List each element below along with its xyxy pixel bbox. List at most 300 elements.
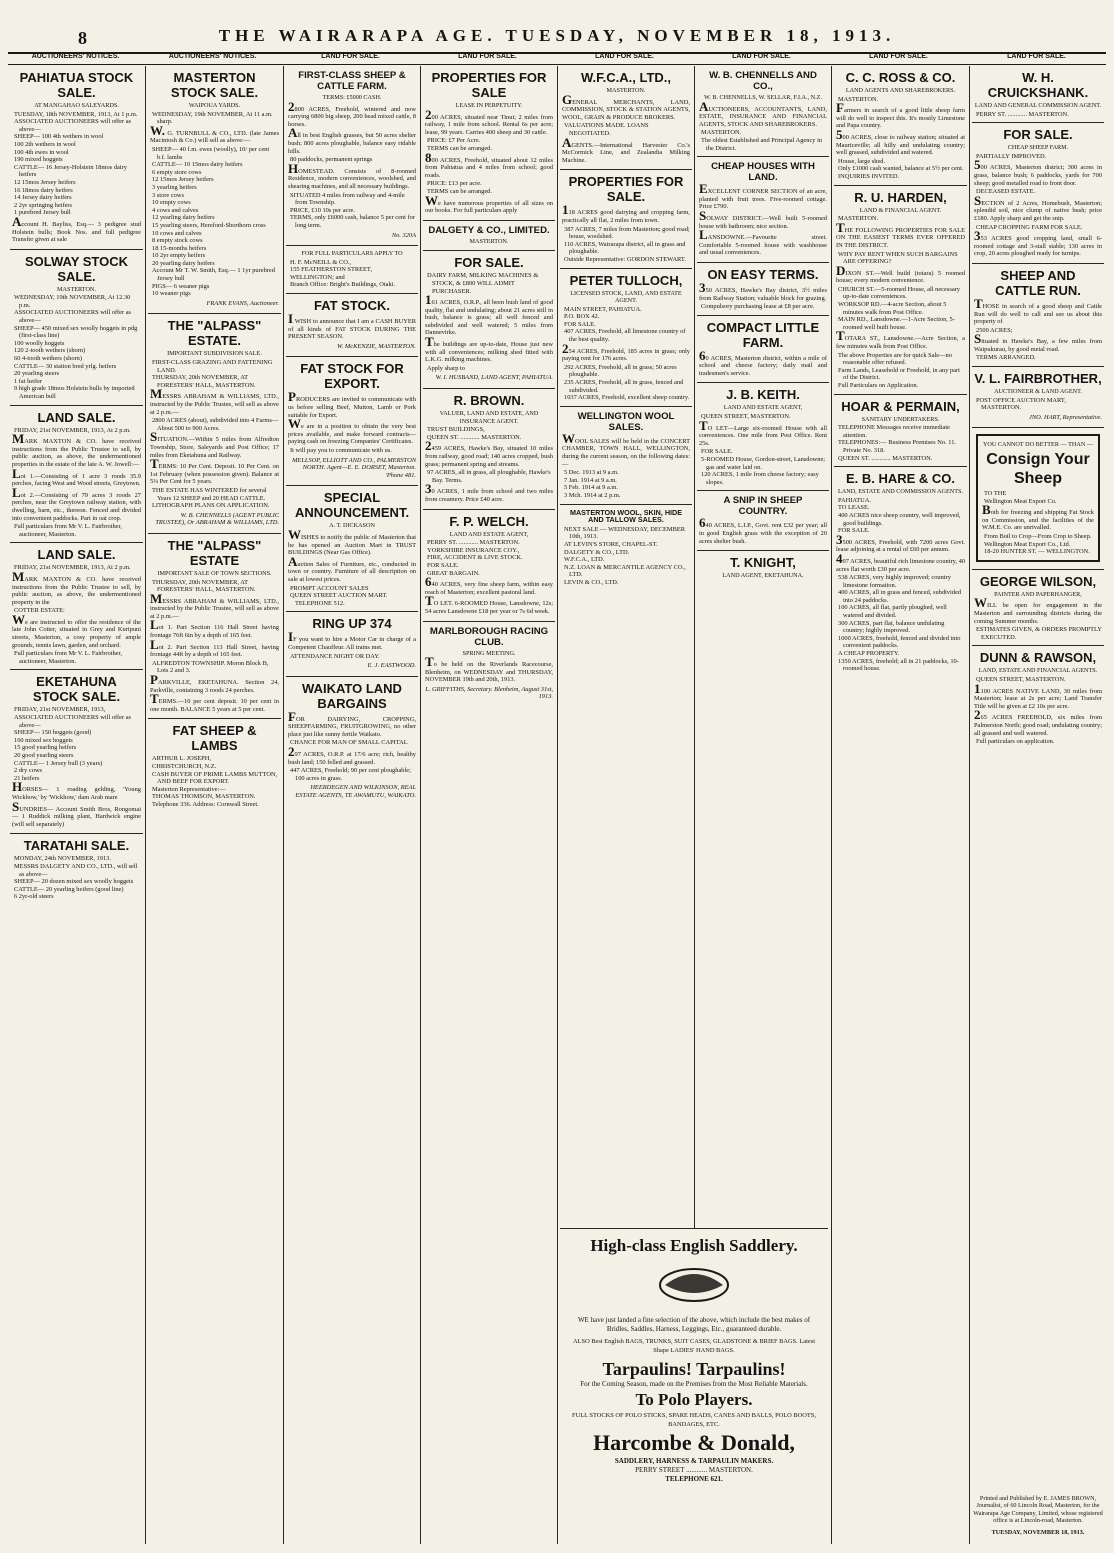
ad-line: 10 empty cows	[152, 199, 191, 207]
ad-line: MONDAY, 24th NOVEMBER, 1913.	[14, 855, 111, 863]
ad-line: 12 15mos Jersey heifers	[14, 178, 76, 186]
column-7	[834, 66, 967, 1544]
ad-line: The oldest Established and Principal Agency in the District.	[701, 136, 823, 152]
ad-line: CASH BUYER OF PRIME LAMBS MUTTON, AND BEEF FOR EXPORT.	[152, 770, 278, 786]
ad-line: LITHOGRAPH PLANS ON APPLICATION.	[152, 502, 270, 510]
ad-line: WEDNESDAY, 19th NOVEMBER, At 11 a.m. sharp.	[152, 110, 273, 126]
ad-line: 2800 ACRES (about), subdivided into 4 Farms—About 500 to 900 Acres.	[152, 417, 279, 432]
firm-address: PERRY STREET ............ MASTERTON.	[635, 1466, 753, 1474]
ad-line: 118 ACRES good dairying and cropping farm, practically all flat, 2 miles from town.	[562, 202, 690, 224]
ad-line: The above Properties are for quick Sale—no reasonable offer refused.	[838, 351, 952, 367]
saddlery-extra: ALSO Best English BAGS, TRUNKS, SUIT CASES, GLADSTONE & BRIEF BAGS. Latest Shape LADIES' HAND BAGS.	[573, 1338, 815, 1354]
ad-signoff: W. B. CHENNELLS (AGENT PUBLIC TRUSTEE), Or ABRAHAM & WILLIAMS, LTD.	[155, 511, 279, 527]
ad-heading: FAT SHEEP & LAMBS	[172, 723, 257, 754]
ad-line: 120 2-tooth wethers (shorn)	[14, 347, 86, 355]
ad-line: YORKSHIRE INSURANCE COY.,	[427, 546, 520, 554]
advertisement	[286, 612, 418, 676]
section-head: LAND FOR SALE.	[595, 53, 654, 60]
ad-line: House, large shed.	[838, 157, 886, 165]
ad-line: Situated in Hawke's Bay, a few miles from Waipukurau, by good metal road.	[974, 331, 1102, 353]
ad-line: MAIN STREET, PAHIATUA.	[564, 305, 642, 313]
firm-trade: SADDLERY, HARNESS & TARPAULIN MAKERS.	[614, 1457, 774, 1465]
ad-line: The buildings are up-to-date, House just new with all conveniences; milking shed fitted with L.K.G. milking machines.	[425, 334, 553, 364]
ad-line: It will pay you to communicate with us.	[290, 447, 392, 454]
ad-line: H. F. McNEILL & CO.,	[290, 258, 352, 266]
ad-line: CATTLE— 10 15mos dairy heifers	[152, 161, 243, 169]
tarpaulins-heading: Tarpaulins! Tarpaulins!	[602, 1359, 786, 1379]
ad-line: DALGETY & CO., LTD.	[564, 548, 630, 556]
ad-heading: DALGETY & CO., LIMITED.	[428, 224, 550, 236]
ad-line: PERRY ST. ............ MASTERTON.	[427, 539, 520, 547]
advertisement	[423, 622, 555, 708]
ad-line: SITUATED 4 miles from railway and 4-mile from Township.	[290, 191, 405, 207]
ad-heading: Consign Your Sheep	[986, 451, 1090, 488]
ad-line: 2 2yr springing heifers	[14, 201, 73, 209]
ad-line: To be held on the Riverlands Racecourse, Blenheim, on WEDNESDAY and THURSDAY, NOVEMBER 19th and 20th, 1913.	[425, 654, 553, 684]
ad-line: Lot 2. Part Section 113 Hall Street, having frontage 44ft by a depth of 165 feet.	[150, 636, 279, 659]
ad-line: PARTIALLY IMPROVED.	[976, 152, 1047, 160]
ad-line: 1350 ACRES, freehold; all in 21 paddocks, 10-roomed house.	[838, 657, 959, 673]
ad-line: HOMESTEAD. Consists of 8-roomed Residence, modern conveniences, woolshed, and shearing machines, and all necessary buildings.	[288, 160, 416, 190]
ad-line: LANSDOWNE.—Favourite street. Comfortable 5-roomed house with washhouse and usual conveniences.	[699, 227, 827, 257]
column-4	[423, 66, 555, 1544]
ad-line: CATTLE— 16 Jersey-Holstein 18mos dairy heifers	[14, 163, 127, 179]
ad-subheading: MASTERTON.	[57, 285, 96, 293]
ad-line: PAHIATUA.	[838, 496, 871, 504]
ad-line: TO LET. 6-ROOMED House, Lansdowne, 12s; 54 acres Lansdowne £18 per year or 7s 6d week.	[425, 593, 553, 615]
ad-heading: W. H. CRUICKSHANK.	[987, 70, 1089, 100]
ad-line: Account Mr T. W. Smith, Esq.— 1 1yr purebred Jersey bull	[152, 267, 275, 283]
ad-line: Full Particulars on Application.	[838, 382, 919, 389]
ad-line: THOMAS THOMSON, MASTERTON.	[152, 793, 256, 801]
ad-line: FOR SALE.	[838, 527, 870, 535]
ad-line: Wellington Meat Export Co.	[984, 497, 1057, 505]
advertisement	[286, 486, 418, 612]
ad-line: 6 2yr-old steers	[14, 893, 54, 901]
ad-line: 100 2th wethers in wool	[14, 140, 76, 148]
ad-line: THE FOLLOWING PROPERTIES FOR SALE ON THE EASIEST TERMS EVER OFFERED IN THE DISTRICT.	[836, 219, 965, 249]
advertisement	[423, 221, 555, 252]
ad-line: QUEEN STREET, MASTERTON.	[976, 675, 1066, 683]
ad-line: ESTIMATES GIVEN, & ORDERS PROMPTLY EXECUTED.	[976, 626, 1102, 641]
ad-line: QUEEN ST. ............ MASTERTON.	[427, 433, 522, 441]
ad-line: TERMS can be arranged.	[427, 144, 492, 152]
ad-line: Farm Lands, Leasehold or Freehold, in any part of the District.	[838, 366, 960, 382]
ad-line: 5-ROOMED House, Gordon-street, Lansdowne; gas and water laid on.	[701, 456, 826, 471]
saddle-illustration-icon	[649, 1261, 739, 1309]
ad-line: FOR SALE.	[564, 320, 596, 328]
ad-line: MAIN RD., Lansdowne.—1-Acre Section, 5-roomed well built house.	[838, 316, 955, 331]
ad-line: SHEEP— 150 hoggets (good)	[14, 729, 92, 737]
ad-line: 12 15mos Jersey heifers	[152, 176, 214, 184]
ad-signoff: W. I. HUSBAND, LAND AGENT, PAHIATUA.	[435, 374, 553, 382]
ad-line: PROMPT ACCOUNT SALES	[290, 584, 369, 592]
ad-subheading: LAND, ESTATE AND FINANCIAL AGENTS.	[978, 667, 1098, 675]
advertisement	[148, 314, 281, 533]
ad-line: GREAT BARGAIN.	[427, 569, 480, 577]
ad-subheading: TERMS: £5000 CASH.	[322, 94, 382, 101]
ad-line: Account H. Bayliss, Esq.— 3 pedigree stud Holstein bulls; Book Nos. and full pedigree Transfer given at sale	[12, 213, 141, 244]
ad-heading: SPECIAL ANNOUNCEMENT.	[294, 490, 410, 521]
column-5	[560, 66, 692, 826]
ad-subheading: W. B. CHENNELLS, W. SELLAR, F.I.A., N.Z.	[703, 94, 823, 101]
ad-line: SHEEP— 100 4th wethers in wool	[14, 133, 104, 141]
advertisement	[10, 543, 143, 670]
ad-line: 640 ACRES, very fine sheep farm, within easy reach of Masterton; excellent pastoral land.	[425, 574, 553, 596]
advertisement	[286, 294, 418, 357]
ad-heading: DUNN & RAWSON,	[979, 650, 1097, 666]
ad-heading: WELLINGTON WOOL SALES.	[577, 410, 675, 433]
ad-line: P.O. BOX 42.	[564, 313, 600, 321]
ad-line: 2 dry cows	[14, 767, 43, 775]
ad-line: W. G. TURNBULL & CO., LTD. (late James Macintosh & Co.) will sell as above:—	[150, 122, 279, 145]
advertisement	[697, 316, 829, 384]
ad-line: Wellington Meat Export Co., Ltd.	[984, 540, 1071, 548]
ad-line: Apply sharp to	[427, 364, 465, 372]
ad-line: 110 ACRES, Wairarapa district, all in grass and ploughable.	[564, 240, 686, 256]
advertisement	[697, 383, 829, 491]
ad-line: 21 heifers	[14, 774, 40, 782]
ad-line: 10 weaner pigs	[152, 290, 191, 298]
ad-line: 30 ACRES, 1 mile from school and two miles from creamery. Price £40 acre.	[425, 481, 553, 503]
ad-line: 60 ACRES, Masterton district, within a mile of school and cheese factory; daily mail and tradesmen's service.	[699, 347, 827, 377]
ad-line: Outside Representative: GORDON STEWART.	[564, 255, 686, 263]
ad-heading: WAIKATO LAND BARGAINS	[302, 680, 402, 711]
ad-line: PRODUCERS are invited to communicate with us before selling Beef, Mutton, Lamb or Pork suitable for Export.	[288, 389, 416, 419]
ad-line: WHY PAY RENT WHEN SUCH BARGAINS ARE OFFERING?	[838, 250, 958, 266]
ad-heading: F. P. WELCH.	[449, 513, 529, 529]
ad-line: AGENTS.—International Harvester Co.'s McCormick Line, and Zealandia Milking Machine.	[562, 134, 690, 164]
ad-line: CATTLE— 1 Jersey bull (3 years)	[14, 759, 103, 767]
ad-line: 297 ACRES, O.R.P. at 17/6 acre; rich, healthy bush land; 150 felled and grassed.	[288, 744, 416, 766]
ad-line: 1100 ACRES NATIVE LAND, 30 miles from Masterton; lease at 2s per acre; Land Transfer Title will be given at £2 10s per acre.	[974, 680, 1102, 710]
ad-line: All in best English grasses, but 50 acres shelter bush; 800 acres ploughable, balance easy ridable hills.	[288, 125, 416, 155]
ad-line: PRICE: £7 Per Acre.	[427, 137, 481, 145]
advertisement	[10, 670, 143, 834]
ad-subheading: LAND, ESTATE AND COMMISSION AGENTS.	[838, 488, 963, 496]
ad-line: FRIDAY, 21st NOVEMBER, 1913, At 2 p.m.	[14, 426, 131, 434]
column-rule	[557, 66, 558, 1544]
ad-line: GENERAL MERCHANTS, LAND, COMMISSION, STOCK & STATION AGENTS, WOOL, GRAIN & PRODUCE BROKERS.	[562, 91, 690, 121]
ad-heading: PROPERTIES FOR SALE.	[568, 174, 684, 205]
ad-signoff: FRANK EVANS, Auctioneer.	[206, 299, 279, 307]
ad-heading: R. U. HARDEN,	[854, 189, 947, 205]
advertisement	[423, 389, 555, 510]
ad-heading: FOR SALE.	[1003, 127, 1073, 143]
ad-subheading: IMPORTANT SUBDIVISION SALE.	[167, 350, 262, 358]
ad-line: 97 ACRES, all in grass, all ploughable, Hawke's Bay. Terms.	[427, 469, 551, 484]
ad-line: 800 ACRES, Freehold, situated about 12 miles from Pahiatua and 4 miles from school; good roads.	[425, 149, 553, 179]
ad-line: Both for freezing and shipping Fat Stock on Commission, and the facilities of the W.M.E. Co. are unrivalled.	[982, 502, 1094, 532]
ad-line: PARKVILLE, EKETAHUNA. Section 24, Parkville, containing 3 roods 24 perches.	[150, 672, 279, 694]
column-rule	[420, 66, 421, 1544]
ad-subheading: LAND AGENT, EKETAHUNA.	[722, 572, 804, 580]
ad-subheading: MASTERTON.	[606, 87, 646, 94]
ad-line: 190 mixed hoggets	[14, 156, 63, 164]
ad-heading: R. BROWN.	[453, 393, 525, 409]
advertisement	[972, 428, 1104, 569]
ad-line: SHEEP— 20 dozen mixed sex woolly hoggets	[14, 878, 134, 886]
ad-subheading: LICENSED STOCK, LAND, AND ESTATE AGENT.	[570, 289, 682, 305]
ad-line: CHEAP CROPPING FARM FOR SALE.	[976, 223, 1083, 231]
ad-line: LEVIN & CO., LTD.	[564, 578, 619, 586]
ad-line: A CHEAP PROPERTY.	[838, 650, 900, 658]
ad-line: 4 cows and calves	[152, 206, 199, 214]
section-head: AUCTIONEERS' NOTICES.	[31, 53, 120, 60]
ad-line: THE ESTATE HAS WINTERED for several Years 12 SHEEP and 20 HEAD CATTLE.	[152, 486, 267, 502]
ad-line: 235 ACRES, Freehold, all in grass, fenced and subdivided.	[564, 379, 684, 394]
ad-line: 3 store cows	[152, 191, 184, 199]
ad-line: 500 ACRES, Masterton district; 300 acres in grass, balance bush; 6 paddocks, yards for 700 sheep; good metalled road to front door.	[974, 157, 1102, 187]
ad-line: TO LET—Large six-roomed House with all conveniences. One mile from Post Office. Rent 25s.	[699, 417, 827, 447]
ad-line: MESSRS DALGETY AND CO., LTD., will sell as above—	[14, 862, 138, 878]
column-rule	[145, 66, 146, 1544]
ad-heading: PROPERTIES FOR SALE	[431, 70, 547, 100]
column-rule	[969, 66, 970, 1544]
ad-line: 387 ACRES, 7 miles from Masterton; good road; house, woolshed.	[564, 225, 690, 241]
section-head: AUCTIONEERS' NOTICES.	[168, 53, 257, 60]
ad-line: Auction Sales of Furniture, etc., conducted in town or country. Furniture of all description on sale at lowest prices.	[288, 553, 416, 583]
ad-line: 1000 ACRES, freehold, fenced and divided into convenient paddocks.	[838, 634, 961, 650]
advertisement	[560, 505, 692, 591]
ad-subheading: IMPORTANT SALE OF TOWN SECTIONS.	[157, 569, 272, 577]
ad-heading: GEORGE WILSON,	[979, 573, 1097, 589]
ad-line: DAIRY FARM, MILKING MACHINES & STOCK, & £800 WILL ADMIT PURCHASER.	[427, 272, 539, 295]
ad-heading: C. C. ROSS & CO.	[845, 70, 956, 85]
ad-heading: RING UP 374	[312, 616, 392, 632]
ad-line: QUEEN STREET AUCTION MART. TELEPHONE 512.	[290, 592, 388, 607]
ad-line: ATTENDANCE NIGHT OR DAY.	[290, 652, 380, 660]
ad-line: 20 yearling steers	[14, 370, 60, 378]
advertisement	[560, 170, 692, 268]
ad-heading: HOAR & PERMAIN,	[841, 398, 960, 414]
advertisement	[972, 264, 1104, 367]
section-head: LAND FOR SALE.	[869, 53, 928, 60]
ad-heading: MASTERTON STOCK SALE.	[170, 70, 259, 100]
ad-line: 100 4th ewes in wool	[14, 148, 69, 156]
ad-line: THURSDAY, 20th NOVEMBER, AT FORESTERS' HALL, MASTERTON.	[152, 578, 256, 594]
ad-line: Full particulars from Mr V. L. Fairbrother, auctioneer, Masterton.	[14, 523, 122, 538]
ad-line: Full particulars from Mr V. L. Fairbrother, auctioneer, Masterton.	[14, 650, 122, 665]
column-3	[286, 66, 418, 1544]
ad-line: 15 yearling steers, Hereford-Shorthorn cross	[152, 221, 266, 229]
advertisement	[972, 123, 1104, 264]
advertisement	[286, 246, 418, 294]
ad-line: 9 high grade 18mos Holstein bulls by imported American bull	[14, 385, 135, 400]
column-rule	[283, 66, 284, 1544]
ad-heading: SHEEP AND CATTLE RUN.	[995, 267, 1081, 298]
ad-line: 10 cows and calves	[152, 229, 202, 237]
ad-line: EXCELLENT CORNER SECTION of an acre, planted with fruit trees. Five-roomed cottage. Price £790.	[699, 181, 827, 211]
ad-line: POST OFFICE AUCTION MART, MASTERTON.	[976, 396, 1066, 412]
imprint-footer	[972, 1495, 1104, 1536]
advertisement	[697, 551, 829, 585]
section-heads	[8, 52, 1106, 65]
ad-line: 407 ACRES, Freehold, all limestone country of the best quality.	[564, 328, 686, 344]
ad-heading: COMPACT LITTLE FARM.	[706, 319, 820, 350]
ad-heading: THE "ALPASS" ESTATE	[167, 537, 262, 568]
ad-heading: EKETAHUNA STOCK SALE.	[32, 674, 121, 705]
ad-line: PIGS— 6 weaner pigs	[152, 282, 210, 290]
advertisement	[286, 677, 418, 806]
ad-line: NEXT SALE — WEDNESDAY, DECEMBER 10th, 1913.	[564, 525, 686, 541]
advertisement	[697, 263, 829, 316]
advertisement	[697, 66, 829, 157]
ad-line: 1 fat heifer	[14, 377, 43, 385]
ad-line: WISHES to notify the public of Masterton that he has opened an Auction Mart in TRUST BUILDINGS (Near Gas Office).	[288, 526, 416, 557]
ad-line: 15 good yearling heifers	[14, 744, 77, 752]
section-head: LAND FOR SALE.	[321, 53, 380, 60]
ad-line: 60 4-tooth wethers (shorn)	[14, 355, 82, 363]
ad-line: Farmers in search of a good little sheep farm will do well to inspect this. It's mostly Limestone and Papa country.	[836, 100, 965, 130]
column-1	[10, 66, 143, 1544]
ad-line: 80 paddocks, permanent springs	[290, 156, 373, 164]
ad-line: 407 ACRES, beautiful rich limestone country, 40 acres flat worth £30 per acre.	[836, 550, 965, 573]
advertisement	[423, 66, 555, 221]
advertisement	[972, 367, 1104, 428]
advertisement	[972, 646, 1104, 749]
advertisement	[286, 357, 418, 486]
ad-line: W.F.C.A., LTD.	[564, 556, 605, 564]
ad-subheading: LAND AGENTS AND SHAREBROKERS.	[845, 87, 956, 94]
advertisement	[10, 250, 143, 406]
ad-line: FRIDAY, 21st NOVEMBER, 1913, At 2 p.m.	[14, 564, 131, 572]
ad-line: TERMS: 10 Per Cent. Deposit. 10 Per Cent. on 1st February (when possession given). Balance at 5¼ Per Cent for 5 years.	[150, 456, 279, 486]
ad-line: 100 woolly hoggets	[14, 339, 65, 347]
ad-line: MASTERTON.	[701, 129, 742, 137]
ad-subheading: LAND & FINANCIAL AGENT.	[859, 206, 942, 214]
advertisement	[560, 407, 692, 505]
ad-line: DECEASED ESTATE.	[976, 188, 1036, 196]
ad-line: I WISH to announce that I am a CASH BUYER of all kinds of FAT STOCK DURING THE PRESENT SEASON.	[288, 311, 416, 341]
column-8	[972, 66, 1104, 1486]
ad-line: SOLWAY DISTRICT.—Well built 5-roomed house with bathroom; nice section.	[699, 207, 827, 230]
ad-line: INQUIRIES INVITED.	[838, 172, 900, 180]
ad-line: MESSRS ABRAHAM & WILLIAMS, LTD., instructed by the Public Trustee, will sell as above at 2 p.m.—	[150, 590, 279, 620]
ad-line: 10 2yr empty heifers	[152, 252, 206, 260]
ad-heading: W. B. CHENNELLS AND CO.,	[709, 70, 817, 92]
ad-line: AUCTIONEERS, ACCOUNTANTS, LAND, ESTATE, INSURANCE AND FINANCIAL AGENTS, STOCK AND SHAREBROKERS.	[699, 98, 827, 128]
ad-heading: MARLBOROUGH RACING CLUB.	[429, 625, 549, 648]
ad-heading: PETER TULLOCH,	[569, 272, 683, 288]
advertisement	[148, 719, 281, 812]
ad-line: VALUATIONS MADE. LOANS NEGOTIATED.	[564, 122, 649, 137]
ad-line: TERMS can be arranged.	[427, 187, 492, 195]
ad-line: WOOL SALES will be held in the CONCERT CHAMBER, TOWN HALL, WELLINGTON, during the current season, on the following dates:—	[562, 430, 690, 468]
ad-line: PRICE: £13 per acre.	[427, 180, 482, 188]
ad-line: MARK MAXTON & CO. have received instructions from the Public Trustee to sell, by public auction, as above, the undermentioned property in the	[12, 568, 141, 606]
ad-subheading: FOR FULL PARTICULARS APPLY TO	[301, 250, 403, 258]
ad-line: 2500 ACRES;	[976, 326, 1013, 334]
ad-subheading: LAND AND GENERAL COMMISSION AGENT.	[974, 102, 1102, 109]
ad-line: 12 yearling dairy heifers	[152, 214, 215, 222]
ad-line: THURSDAY, 20th NOVEMBER, AT FORESTERS' HALL, MASTERTON.	[152, 374, 256, 389]
ad-line: 100 ACRES, all flat, partly ploughed, well watered and divided.	[838, 604, 947, 620]
ad-subheading: CHEAP SHEEP FARM.	[1007, 144, 1069, 152]
advertisement	[423, 251, 555, 389]
ad-heading: V. L. FAIRBROTHER,	[974, 371, 1102, 387]
saddlery-title: High-class English Saddlery.	[590, 1236, 798, 1255]
ad-line: N.Z. LOAN & MERCANTILE AGENCY CO., LTD.	[564, 563, 686, 579]
ad-line: DIXON ST.—Well build (totara) 5 roomed house; every modern convenience.	[836, 262, 965, 285]
ad-line: 500 ACRES, close to railway station; situated at Mauriceville; all hilly and undulating country; well grassed, subdivided and watered.	[836, 126, 965, 157]
advertisement	[148, 534, 281, 720]
ad-heading: T. KNIGHT,	[730, 555, 796, 571]
ad-line: 6 empty store cows	[152, 168, 202, 176]
ad-heading: FAT STOCK.	[313, 298, 391, 314]
ad-line: 447 ACRES, Freehold; 90 per cent ploughable; 100 acres in grass.	[290, 767, 411, 782]
ad-line: TRUST BUILDINGS,	[427, 426, 485, 434]
ad-line: 7 Jan. 1914 at 9 a.m.	[564, 476, 617, 484]
ad-line: FRIDAY, 21st NOVEMBER, 1913,	[14, 706, 106, 714]
column-2	[148, 66, 281, 1544]
ad-line: IF you want to hire a Motor Car in charge of a Competent Chauffeur. All trains met.	[288, 629, 416, 651]
advertisement	[423, 510, 555, 622]
ad-subheading: WAIPOUA YARDS.	[188, 102, 241, 109]
ad-line: 161 ACRES, O.R.P., all been bush land of good quality, flat and undulating; about 21 acres still in bush, balance is grass; all well fenced and subdivided and well watered; 5 miles from Dannevirke.	[425, 292, 553, 337]
ad-line: ASSOCIATED AUCTIONEERS will offer as above—	[14, 118, 132, 133]
advertisement	[972, 66, 1104, 123]
ad-line: TELEPHONE Messages receive immediate attention.	[838, 424, 950, 439]
ad-line: 2800 ACRES, Freehold, wintered and now carrying 6800 big sheep, 200 head mixed cattle, 8 horses.	[288, 98, 416, 128]
meat-export-box	[976, 434, 1100, 561]
ad-line: Masterton Representative:—	[152, 785, 226, 793]
advertisement	[834, 186, 967, 395]
ad-line: CATTLE— 20 yearling heifers (good line)	[14, 885, 124, 893]
ad-heading: CHEAP HOUSES WITH LAND.	[711, 161, 815, 184]
ad-line: 350 ACRES, Hawke's Bay district, 3½ miles from Railway Station; valuable block for grazing.	[699, 279, 827, 302]
advertisement	[286, 66, 418, 246]
ad-line: Telephone 336. Address: Cornwall Street.	[152, 800, 259, 808]
ad-line: Lot 1.—Consisting of 1 acre 3 roods 35.9 perches, facing West and Wood streets, Greytown.	[12, 465, 141, 488]
ad-line: 400 ACRES, all in grass and fenced, subdivided into 24 paddocks.	[838, 589, 962, 604]
ad-line: PRICE, £10 10s per acre.	[290, 206, 355, 214]
ad-line: 120 ACRES, 1 mile from cheese factory; easy slopes.	[701, 471, 819, 486]
ad-line: 265 ACRES FREEHOLD, six miles from Palmerston North; good road; undulating country; all grassed and well watered.	[974, 707, 1102, 737]
ad-subheading: SPRING MEETING.	[462, 649, 516, 657]
ad-line: 1037 ACRES, Freehold, excellent sheep country.	[564, 394, 690, 402]
advertisement	[697, 157, 829, 263]
ad-signoff: HEERDEGEN AND WILKINSON, REAL ESTATE AGENTS, TE AWAMUTU, WAIKATO.	[295, 784, 416, 800]
ad-line: TERMS, only £6000 cash, balance 5 per cent for long term.	[290, 214, 415, 229]
firm-name: Harcombe & Donald,	[593, 1430, 795, 1455]
ad-signoff: W. McKENZIE, MASTERTON.	[337, 342, 416, 350]
ad-line: We are in a position to obtain the very best prices available, and make forward contracts—paying cash on freezing Companies' Certificates.	[288, 416, 416, 446]
ad-subheading: LAND AND ESTATE AGENT,	[723, 404, 803, 412]
ad-line: Full particulars on application.	[976, 738, 1055, 746]
advertisement	[10, 834, 143, 905]
ad-subheading: AT MANGAHAO SALEYARDS.	[34, 102, 119, 109]
ad-line: AT LEVIN'S STORE, CHAPEL-ST.	[564, 540, 658, 548]
masthead	[8, 26, 1106, 54]
ad-subheading: VALUER, LAND AND ESTATE, AND INSURANCE AGENT.	[439, 410, 539, 425]
ad-subheading: LEASE IN PERPETUITY.	[455, 102, 523, 109]
advertisement	[834, 395, 967, 468]
ad-signoff: L. GRIFFITHS, Secretary. Blenheim, August 31st, 1913.	[425, 685, 553, 701]
ad-line: TUESDAY, 18th NOVEMBER, 1913, At 1 p.m.	[14, 110, 138, 118]
ad-heading: A SNIP IN SHEEP COUNTRY.	[723, 495, 803, 518]
ad-line: MASTERTON.	[838, 215, 879, 223]
ad-line: 18 15-months heifers	[152, 244, 207, 252]
advertisement	[972, 570, 1104, 647]
ad-line: MASTERTON.	[838, 95, 879, 103]
page-number: 8	[78, 28, 87, 48]
tarpaulins-text: For the Coming Season, made on the Premises from the Most Reliable Materials.	[580, 1380, 808, 1388]
newspaper-title: THE WAIRARAPA AGE. TUESDAY, NOVEMBER 18, 1913.	[218, 26, 896, 45]
ad-line: CHRISTCHURCH, N.Z.	[152, 763, 217, 770]
ad-subheading: A. T. DICKASON	[329, 522, 375, 530]
ad-line: FOR SALE.	[701, 448, 733, 456]
